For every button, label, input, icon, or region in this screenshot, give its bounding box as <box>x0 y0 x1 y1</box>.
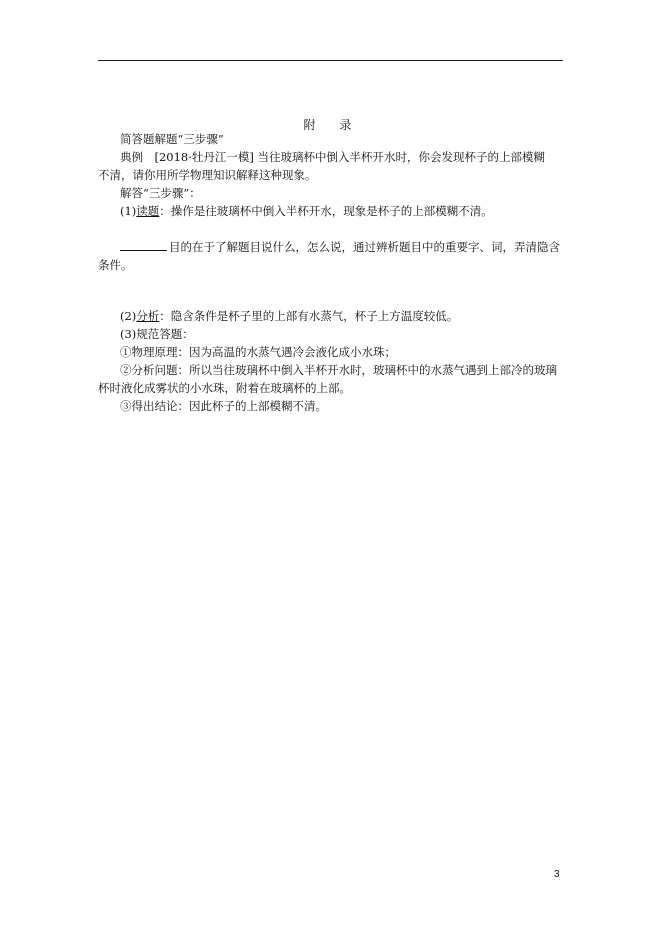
step-1-prefix: (1) <box>120 204 137 218</box>
step-2 <box>120 307 458 325</box>
answer-blank <box>120 238 167 251</box>
step-3-item-2-line-2: 杯时液化成雾状的小水珠，附着在玻璃杯的上部。 <box>98 381 351 395</box>
steps-heading: 解答“三步骤”： <box>120 186 201 200</box>
step-3-item-1: ①物理原理：因为高温的水蒸气遇冷会液化成小水珠； <box>120 345 396 359</box>
step-2-label: 分析 <box>136 309 160 323</box>
note-text: 目的在于了解题目说什么，怎么说，通过辨析题目中的重要字、词，弄清隐含 <box>169 240 560 254</box>
step-2-prefix: (2) <box>120 309 137 323</box>
header-rule <box>98 60 563 61</box>
note-line-1 <box>120 238 560 256</box>
step-1-text: ：操作是往玻璃杯中倒入半杯开水，现象是杯子的上部模糊不清。 <box>159 204 493 218</box>
step-2-text: ：隐含条件是杯子里的上部有水蒸气，杯子上方温度较低。 <box>159 309 459 323</box>
note-line-2: 条件。 <box>98 258 133 272</box>
example-line-2: 不清，请你用所学物理知识解释这种现象。 <box>98 168 317 182</box>
section-heading: 简答题解题“三步骤” <box>120 132 224 146</box>
step-3-item-3: ③得出结论：因此杯子的上部模糊不清。 <box>120 399 327 413</box>
example-line-1: 典例 [2018·牡丹江一模] 当往玻璃杯中倒入半杯开水时，你会发现杯子的上部模糊 <box>120 150 546 164</box>
page-number: 3 <box>554 869 560 880</box>
step-1-label: 读题 <box>136 204 160 218</box>
step-1 <box>120 202 493 220</box>
step-3-heading: (3)规范答题： <box>120 327 194 341</box>
step-3-item-2-line-1: ②分析问题：所以当往玻璃杯中倒入半杯开水时，玻璃杯中的水蒸气遇到上部冷的玻璃 <box>120 363 557 377</box>
page-title: 附 录 <box>303 118 358 132</box>
